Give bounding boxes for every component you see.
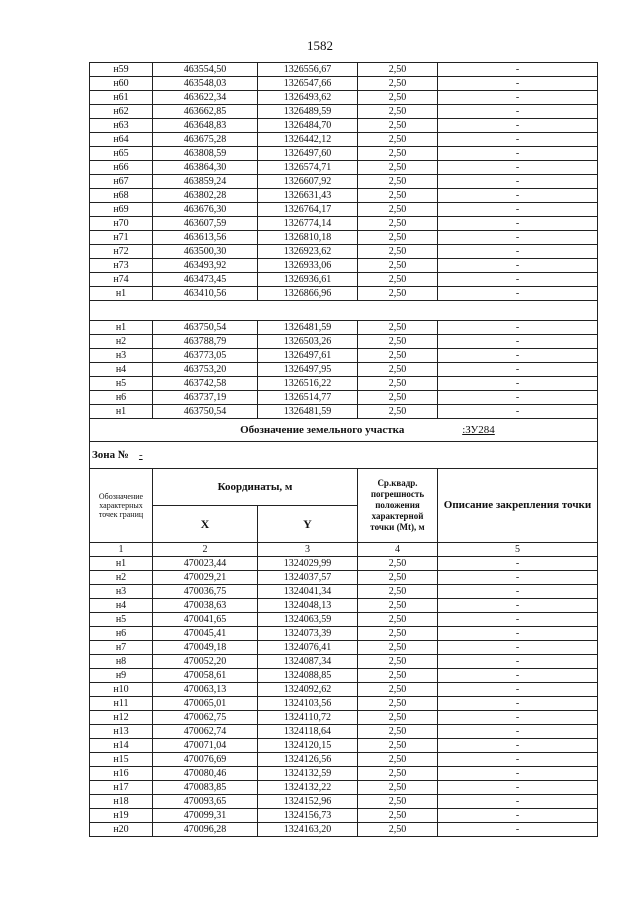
- x-cell: 463808,59: [153, 147, 258, 161]
- x-cell: 470071,04: [153, 739, 258, 753]
- x-cell: 463473,45: [153, 273, 258, 287]
- y-cell: 1326489,59: [258, 105, 358, 119]
- point-cell: н69: [90, 203, 153, 217]
- y-cell: 1326497,61: [258, 349, 358, 363]
- error-cell: 2,50: [358, 321, 438, 335]
- error-cell: 2,50: [358, 809, 438, 823]
- point-cell: н5: [90, 377, 153, 391]
- desc-cell: -: [438, 405, 598, 419]
- error-cell: 2,50: [358, 175, 438, 189]
- error-cell: 2,50: [358, 585, 438, 599]
- error-cell: 2,50: [358, 349, 438, 363]
- point-cell: н11: [90, 697, 153, 711]
- table-row: [90, 77, 598, 91]
- desc-cell: -: [438, 91, 598, 105]
- table-row: [90, 161, 598, 175]
- x-cell: 470096,28: [153, 823, 258, 837]
- table-row: [90, 217, 598, 231]
- table-block-2: [90, 321, 598, 419]
- error-cell: 2,50: [358, 91, 438, 105]
- y-cell: 1324041,34: [258, 585, 358, 599]
- desc-cell: -: [438, 273, 598, 287]
- table-row: [90, 627, 598, 641]
- desc-cell: -: [438, 259, 598, 273]
- table-row: [90, 585, 598, 599]
- error-cell: 2,50: [358, 119, 438, 133]
- x-cell: 470029,21: [153, 571, 258, 585]
- desc-cell: -: [438, 641, 598, 655]
- table-row: [90, 767, 598, 781]
- y-cell: 1324132,59: [258, 767, 358, 781]
- table-row: [90, 571, 598, 585]
- desc-cell: -: [438, 175, 598, 189]
- point-cell: н66: [90, 161, 153, 175]
- error-cell: 2,50: [358, 655, 438, 669]
- x-cell: 470065,01: [153, 697, 258, 711]
- point-cell: н14: [90, 739, 153, 753]
- y-cell: 1324152,96: [258, 795, 358, 809]
- error-cell: 2,50: [358, 335, 438, 349]
- y-cell: 1324088,85: [258, 669, 358, 683]
- point-cell: н3: [90, 585, 153, 599]
- x-cell: 470023,44: [153, 557, 258, 571]
- error-cell: 2,50: [358, 245, 438, 259]
- plot-value: :ЗУ284: [462, 424, 495, 436]
- point-cell: н2: [90, 571, 153, 585]
- table-row: [90, 405, 598, 419]
- y-cell: 1324103,56: [258, 697, 358, 711]
- error-cell: 2,50: [358, 161, 438, 175]
- coordinates-table: [89, 62, 598, 837]
- page-number: 1582: [307, 38, 333, 53]
- plot-label: Обозначение земельного участка: [240, 424, 405, 436]
- y-cell: 1326503,26: [258, 335, 358, 349]
- point-cell: н15: [90, 753, 153, 767]
- y-cell: 1326810,18: [258, 231, 358, 245]
- x-cell: 463788,79: [153, 335, 258, 349]
- table-block-3: [90, 557, 598, 837]
- x-cell: 463554,50: [153, 63, 258, 77]
- point-cell: н16: [90, 767, 153, 781]
- header-coords: Координаты, м: [153, 469, 358, 506]
- error-cell: 2,50: [358, 273, 438, 287]
- table-row: [90, 335, 598, 349]
- desc-cell: -: [438, 613, 598, 627]
- y-cell: 1326866,96: [258, 287, 358, 301]
- error-cell: 2,50: [358, 77, 438, 91]
- zone-value: -: [138, 448, 143, 461]
- point-cell: н71: [90, 231, 153, 245]
- desc-cell: -: [438, 189, 598, 203]
- y-cell: 1324087,34: [258, 655, 358, 669]
- header-desc: Описание закрепления точки: [438, 469, 598, 543]
- x-cell: 470063,13: [153, 683, 258, 697]
- point-cell: н1: [90, 321, 153, 335]
- error-cell: 2,50: [358, 189, 438, 203]
- y-cell: 1326514,77: [258, 391, 358, 405]
- error-cell: 2,50: [358, 571, 438, 585]
- y-cell: 1326547,66: [258, 77, 358, 91]
- point-cell: н6: [90, 391, 153, 405]
- point-cell: н74: [90, 273, 153, 287]
- error-cell: 2,50: [358, 683, 438, 697]
- point-cell: н12: [90, 711, 153, 725]
- desc-cell: -: [438, 753, 598, 767]
- table-row: [90, 641, 598, 655]
- desc-cell: -: [438, 133, 598, 147]
- error-cell: 2,50: [358, 147, 438, 161]
- error-cell: 2,50: [358, 287, 438, 301]
- point-cell: н1: [90, 405, 153, 419]
- y-cell: 1326481,59: [258, 405, 358, 419]
- y-cell: 1324048,13: [258, 599, 358, 613]
- y-cell: 1326442,12: [258, 133, 358, 147]
- x-cell: 463750,54: [153, 321, 258, 335]
- desc-cell: -: [438, 823, 598, 837]
- desc-cell: -: [438, 571, 598, 585]
- desc-cell: -: [438, 739, 598, 753]
- table-row: [90, 809, 598, 823]
- x-cell: 463613,56: [153, 231, 258, 245]
- point-cell: н62: [90, 105, 153, 119]
- point-cell: н70: [90, 217, 153, 231]
- table-row: [90, 823, 598, 837]
- error-cell: 2,50: [358, 557, 438, 571]
- desc-cell: -: [438, 557, 598, 571]
- x-cell: 470062,74: [153, 725, 258, 739]
- table-row: [90, 91, 598, 105]
- point-cell: н4: [90, 363, 153, 377]
- table-block-1: [90, 63, 598, 301]
- table-row: [90, 321, 598, 335]
- desc-cell: -: [438, 203, 598, 217]
- desc-cell: -: [438, 161, 598, 175]
- x-cell: 463493,92: [153, 259, 258, 273]
- header-col-3: 3: [258, 543, 358, 557]
- x-cell: 463753,20: [153, 363, 258, 377]
- y-cell: 1326936,61: [258, 273, 358, 287]
- error-cell: 2,50: [358, 725, 438, 739]
- error-cell: 2,50: [358, 105, 438, 119]
- desc-cell: -: [438, 585, 598, 599]
- table-row: [90, 363, 598, 377]
- error-cell: 2,50: [358, 231, 438, 245]
- table-row: [90, 711, 598, 725]
- y-cell: 1324118,64: [258, 725, 358, 739]
- header-y: Y: [258, 506, 358, 543]
- header-row-1: [90, 469, 598, 506]
- error-cell: 2,50: [358, 627, 438, 641]
- y-cell: 1326484,70: [258, 119, 358, 133]
- table-row: [90, 655, 598, 669]
- header-x: X: [153, 506, 258, 543]
- table-row: [90, 189, 598, 203]
- desc-cell: -: [438, 119, 598, 133]
- desc-cell: -: [438, 147, 598, 161]
- point-cell: н4: [90, 599, 153, 613]
- point-cell: н20: [90, 823, 153, 837]
- table-row: [90, 725, 598, 739]
- point-cell: н73: [90, 259, 153, 273]
- error-cell: 2,50: [358, 739, 438, 753]
- y-cell: 1324029,99: [258, 557, 358, 571]
- desc-cell: -: [438, 627, 598, 641]
- zone-label: Зона №: [92, 448, 129, 461]
- table-row: [90, 147, 598, 161]
- table-row: [90, 245, 598, 259]
- x-cell: 470058,61: [153, 669, 258, 683]
- desc-cell: -: [438, 377, 598, 391]
- x-cell: 463742,58: [153, 377, 258, 391]
- y-cell: 1324073,39: [258, 627, 358, 641]
- x-cell: 470049,18: [153, 641, 258, 655]
- x-cell: 463802,28: [153, 189, 258, 203]
- point-cell: н60: [90, 77, 153, 91]
- point-cell: н6: [90, 627, 153, 641]
- x-cell: 470062,75: [153, 711, 258, 725]
- table-row: [90, 105, 598, 119]
- y-cell: 1326497,60: [258, 147, 358, 161]
- x-cell: 463622,34: [153, 91, 258, 105]
- table-row: [90, 683, 598, 697]
- point-cell: н3: [90, 349, 153, 363]
- y-cell: 1326933,06: [258, 259, 358, 273]
- header-col-5: 5: [438, 543, 598, 557]
- x-cell: 470045,41: [153, 627, 258, 641]
- y-cell: 1326607,92: [258, 175, 358, 189]
- header-col-4: 4: [358, 543, 438, 557]
- table-row: [90, 753, 598, 767]
- y-cell: 1324037,57: [258, 571, 358, 585]
- header-col-1: 1: [90, 543, 153, 557]
- y-cell: 1326631,43: [258, 189, 358, 203]
- desc-cell: -: [438, 63, 598, 77]
- y-cell: 1326497,95: [258, 363, 358, 377]
- table-row: [90, 391, 598, 405]
- error-cell: 2,50: [358, 217, 438, 231]
- x-cell: 470052,20: [153, 655, 258, 669]
- x-cell: 470099,31: [153, 809, 258, 823]
- plot-row: [90, 419, 598, 442]
- point-cell: н64: [90, 133, 153, 147]
- point-cell: н8: [90, 655, 153, 669]
- point-cell: н1: [90, 557, 153, 571]
- point-cell: н2: [90, 335, 153, 349]
- error-cell: 2,50: [358, 781, 438, 795]
- point-cell: н67: [90, 175, 153, 189]
- desc-cell: -: [438, 217, 598, 231]
- error-cell: 2,50: [358, 599, 438, 613]
- error-cell: 2,50: [358, 697, 438, 711]
- table-row: [90, 697, 598, 711]
- table-row: [90, 119, 598, 133]
- point-cell: н63: [90, 119, 153, 133]
- error-cell: 2,50: [358, 133, 438, 147]
- x-cell: 463773,05: [153, 349, 258, 363]
- error-cell: 2,50: [358, 377, 438, 391]
- table-row: [90, 349, 598, 363]
- y-cell: 1324063,59: [258, 613, 358, 627]
- desc-cell: -: [438, 335, 598, 349]
- error-cell: 2,50: [358, 613, 438, 627]
- point-cell: н9: [90, 669, 153, 683]
- x-cell: 470041,65: [153, 613, 258, 627]
- point-cell: н68: [90, 189, 153, 203]
- desc-cell: -: [438, 599, 598, 613]
- table-row: [90, 669, 598, 683]
- y-cell: 1326493,62: [258, 91, 358, 105]
- table-row: [90, 203, 598, 217]
- x-cell: 463500,30: [153, 245, 258, 259]
- desc-cell: -: [438, 77, 598, 91]
- error-cell: 2,50: [358, 63, 438, 77]
- point-cell: н5: [90, 613, 153, 627]
- error-cell: 2,50: [358, 203, 438, 217]
- point-cell: н19: [90, 809, 153, 823]
- desc-cell: -: [438, 809, 598, 823]
- point-cell: н7: [90, 641, 153, 655]
- x-cell: 463737,19: [153, 391, 258, 405]
- y-cell: 1326516,22: [258, 377, 358, 391]
- header-numbers-row: [90, 543, 598, 557]
- error-cell: 2,50: [358, 641, 438, 655]
- point-cell: н13: [90, 725, 153, 739]
- table-row: [90, 287, 598, 301]
- point-cell: н10: [90, 683, 153, 697]
- x-cell: 470036,75: [153, 585, 258, 599]
- y-cell: 1324120,15: [258, 739, 358, 753]
- x-cell: 470080,46: [153, 767, 258, 781]
- y-cell: 1326556,67: [258, 63, 358, 77]
- table-row: [90, 63, 598, 77]
- table-row: [90, 175, 598, 189]
- y-cell: 1324132,22: [258, 781, 358, 795]
- x-cell: 463648,83: [153, 119, 258, 133]
- x-cell: 463410,56: [153, 287, 258, 301]
- y-cell: 1324163,20: [258, 823, 358, 837]
- x-cell: 470083,85: [153, 781, 258, 795]
- x-cell: 470076,69: [153, 753, 258, 767]
- desc-cell: -: [438, 391, 598, 405]
- desc-cell: -: [438, 697, 598, 711]
- x-cell: 463864,30: [153, 161, 258, 175]
- desc-cell: -: [438, 725, 598, 739]
- desc-cell: -: [438, 669, 598, 683]
- x-cell: 470093,65: [153, 795, 258, 809]
- desc-cell: -: [438, 231, 598, 245]
- table-row: [90, 231, 598, 245]
- x-cell: 463675,28: [153, 133, 258, 147]
- desc-cell: -: [438, 655, 598, 669]
- error-cell: 2,50: [358, 753, 438, 767]
- desc-cell: -: [438, 767, 598, 781]
- y-cell: 1326481,59: [258, 321, 358, 335]
- desc-cell: -: [438, 105, 598, 119]
- y-cell: 1324110,72: [258, 711, 358, 725]
- table-row: [90, 739, 598, 753]
- desc-cell: -: [438, 711, 598, 725]
- x-cell: 463548,03: [153, 77, 258, 91]
- x-cell: 463607,59: [153, 217, 258, 231]
- point-cell: н61: [90, 91, 153, 105]
- zone-row: [90, 442, 598, 469]
- header-points: Обозначение характерных точек границ: [90, 469, 153, 543]
- desc-cell: -: [438, 321, 598, 335]
- y-cell: 1326774,14: [258, 217, 358, 231]
- error-cell: 2,50: [358, 823, 438, 837]
- error-cell: 2,50: [358, 363, 438, 377]
- desc-cell: -: [438, 781, 598, 795]
- desc-cell: -: [438, 363, 598, 377]
- y-cell: 1324126,56: [258, 753, 358, 767]
- desc-cell: -: [438, 795, 598, 809]
- table-row: [90, 795, 598, 809]
- error-cell: 2,50: [358, 391, 438, 405]
- y-cell: 1326764,17: [258, 203, 358, 217]
- error-cell: 2,50: [358, 767, 438, 781]
- x-cell: 463662,85: [153, 105, 258, 119]
- error-cell: 2,50: [358, 259, 438, 273]
- y-cell: 1324156,73: [258, 809, 358, 823]
- table-row: [90, 557, 598, 571]
- error-cell: 2,50: [358, 405, 438, 419]
- y-cell: 1324092,62: [258, 683, 358, 697]
- desc-cell: -: [438, 683, 598, 697]
- desc-cell: -: [438, 245, 598, 259]
- desc-cell: -: [438, 287, 598, 301]
- table-row: [90, 133, 598, 147]
- point-cell: н18: [90, 795, 153, 809]
- x-cell: 470038,63: [153, 599, 258, 613]
- point-cell: н17: [90, 781, 153, 795]
- desc-cell: -: [438, 349, 598, 363]
- error-cell: 2,50: [358, 711, 438, 725]
- header-error: Ср.квадр. погрешность положения характерной точки (Mt), м: [358, 469, 438, 543]
- point-cell: н65: [90, 147, 153, 161]
- table-row: [90, 259, 598, 273]
- point-cell: н72: [90, 245, 153, 259]
- x-cell: 463859,24: [153, 175, 258, 189]
- separator-row: [90, 301, 598, 321]
- header-col-2: 2: [153, 543, 258, 557]
- point-cell: н59: [90, 63, 153, 77]
- x-cell: 463750,54: [153, 405, 258, 419]
- table-row: [90, 377, 598, 391]
- x-cell: 463676,30: [153, 203, 258, 217]
- y-cell: 1326923,62: [258, 245, 358, 259]
- error-cell: 2,50: [358, 795, 438, 809]
- table-row: [90, 613, 598, 627]
- y-cell: 1324076,41: [258, 641, 358, 655]
- table-row: [90, 273, 598, 287]
- point-cell: н1: [90, 287, 153, 301]
- error-cell: 2,50: [358, 669, 438, 683]
- table-row: [90, 599, 598, 613]
- table-row: [90, 781, 598, 795]
- y-cell: 1326574,71: [258, 161, 358, 175]
